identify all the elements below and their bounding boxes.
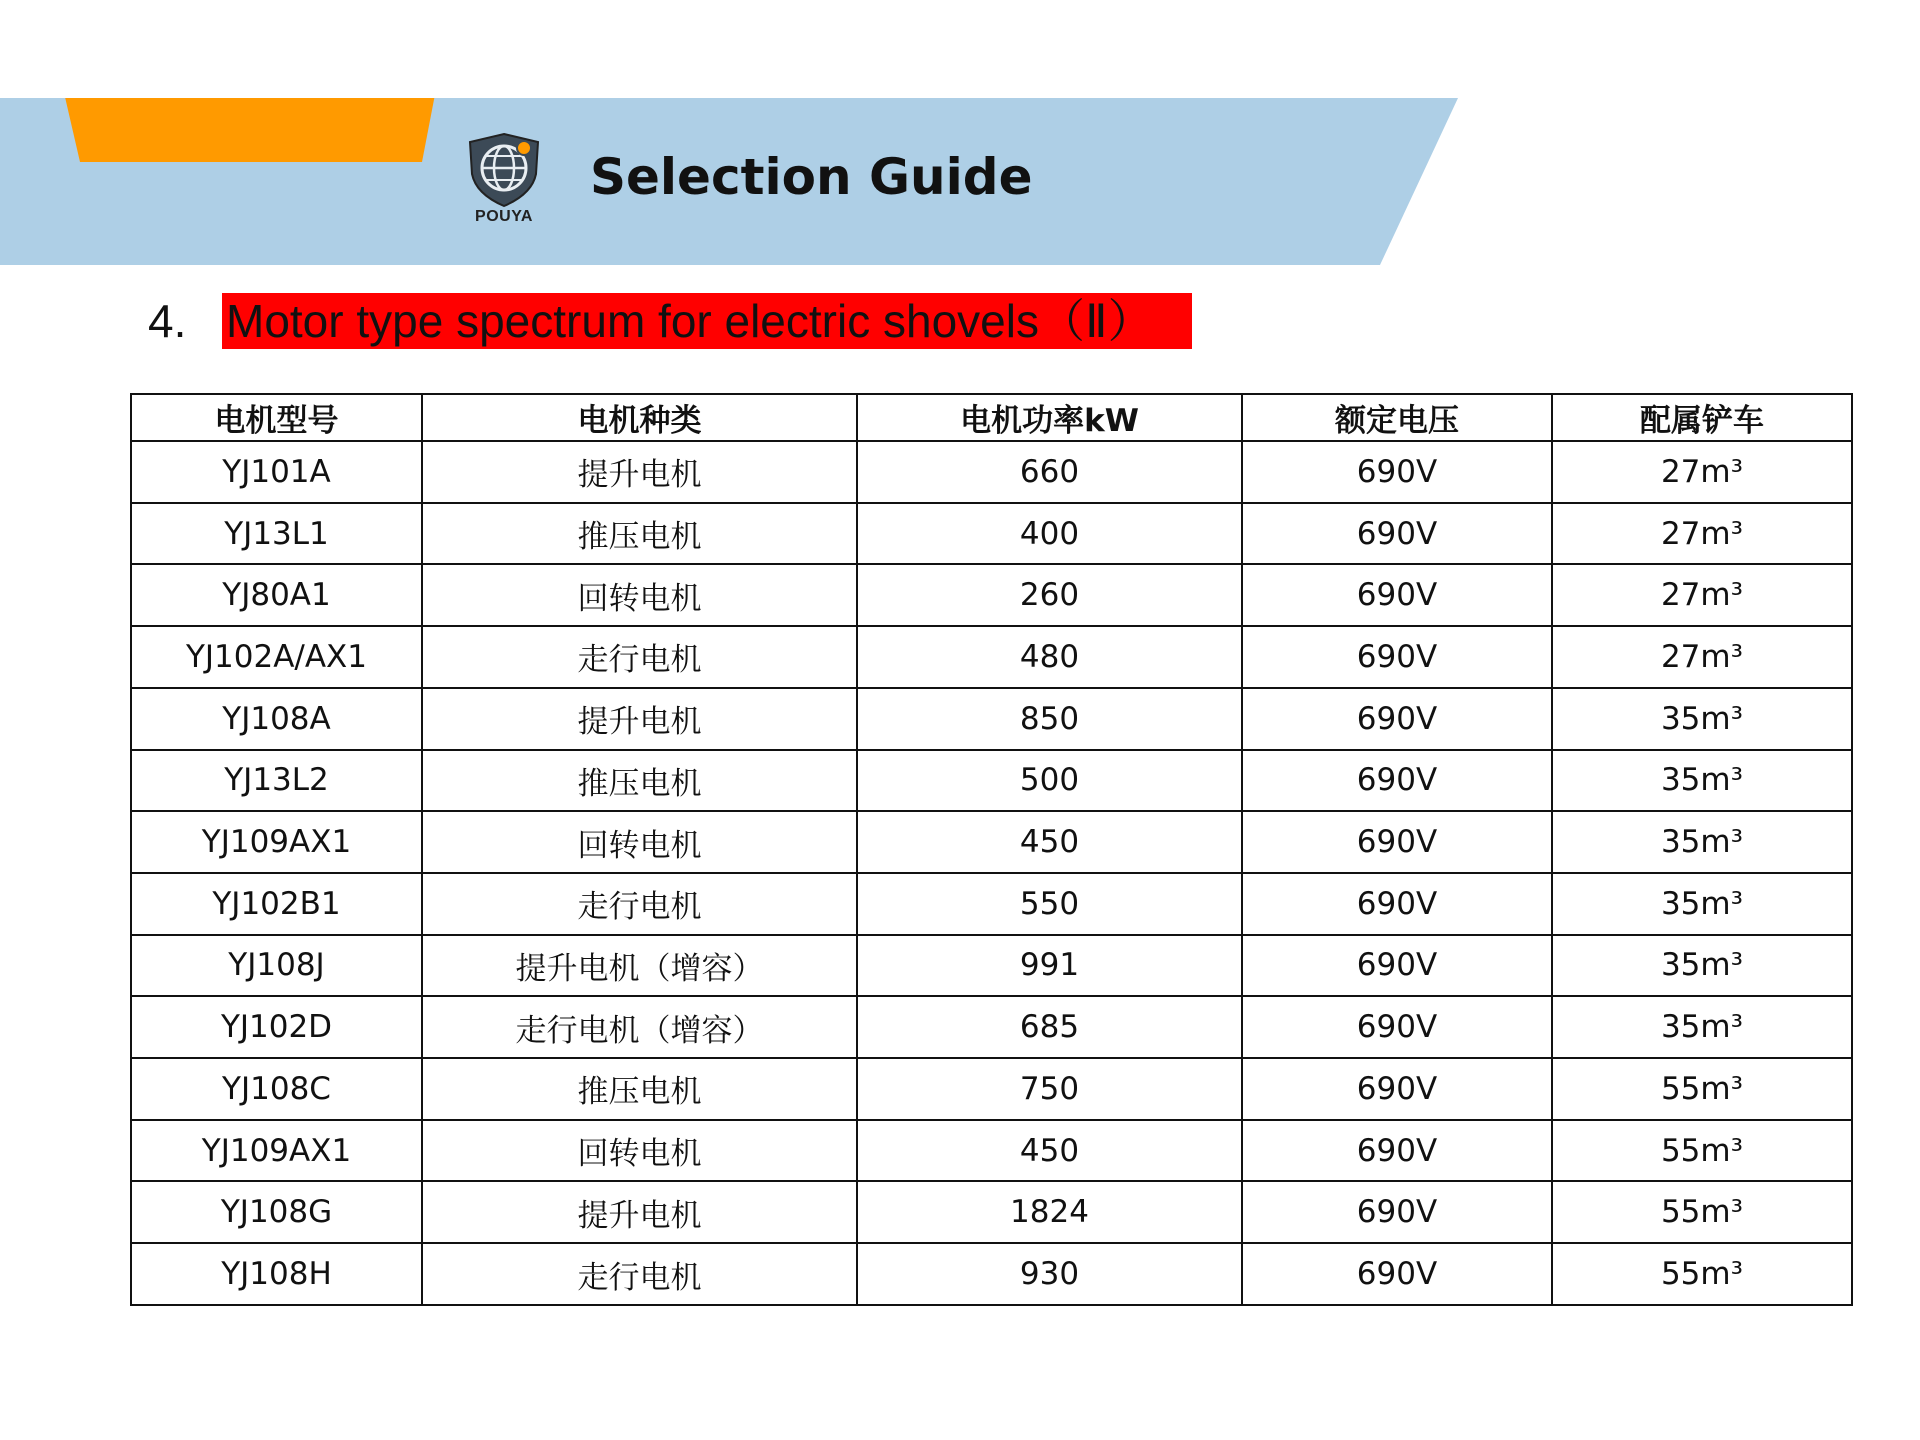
rated-voltage-cell: 690V: [1242, 564, 1552, 626]
logo-text: POUYA: [475, 208, 533, 225]
motor-power-cell: 1824: [857, 1181, 1242, 1243]
motor-power-cell: 991: [857, 935, 1242, 997]
motor-model-cell: YJ102A/AX1: [131, 626, 422, 688]
column-header: 电机型号: [131, 394, 422, 441]
motor-type-cell: 提升电机: [422, 688, 857, 750]
motor-power-cell: 260: [857, 564, 1242, 626]
shovel-size-cell: 55m³: [1552, 1243, 1852, 1305]
table-row: [131, 688, 1852, 750]
motor-power-cell: 400: [857, 503, 1242, 565]
motor-power-cell: 550: [857, 873, 1242, 935]
table-row: [131, 811, 1852, 873]
motor-type-cell: 回转电机: [422, 564, 857, 626]
motor-power-cell: 850: [857, 688, 1242, 750]
motor-power-cell: 500: [857, 750, 1242, 812]
shovel-size-cell: 27m³: [1552, 626, 1852, 688]
shield-globe-icon: [462, 130, 546, 208]
table-row: [131, 1243, 1852, 1305]
motor-type-cell: 走行电机: [422, 626, 857, 688]
column-header: 额定电压: [1242, 394, 1552, 441]
motor-power-cell: 450: [857, 1120, 1242, 1182]
motor-model-cell: YJ108G: [131, 1181, 422, 1243]
table-row: [131, 1058, 1852, 1120]
shovel-size-cell: 27m³: [1552, 564, 1852, 626]
rated-voltage-cell: 690V: [1242, 1120, 1552, 1182]
shovel-size-cell: 35m³: [1552, 688, 1852, 750]
table-row: [131, 1181, 1852, 1243]
company-logo: [462, 130, 546, 234]
rated-voltage-cell: 690V: [1242, 750, 1552, 812]
rated-voltage-cell: 690V: [1242, 688, 1552, 750]
motor-type-cell: 回转电机: [422, 811, 857, 873]
shovel-size-cell: 35m³: [1552, 996, 1852, 1058]
shovel-size-cell: 35m³: [1552, 811, 1852, 873]
motor-model-cell: YJ108J: [131, 935, 422, 997]
motor-type-cell: 提升电机: [422, 1181, 857, 1243]
motor-model-cell: YJ102D: [131, 996, 422, 1058]
section-heading: [148, 292, 1192, 350]
shovel-size-cell: 35m³: [1552, 935, 1852, 997]
shovel-size-cell: 35m³: [1552, 750, 1852, 812]
rated-voltage-cell: 690V: [1242, 1243, 1552, 1305]
column-header: 电机种类: [422, 394, 857, 441]
table-row: [131, 1120, 1852, 1182]
banner-orange-tab: [56, 98, 442, 162]
table-row: [131, 750, 1852, 812]
shovel-size-cell: 55m³: [1552, 1181, 1852, 1243]
motor-power-cell: 660: [857, 441, 1242, 503]
motor-type-cell: 推压电机: [422, 750, 857, 812]
table-row: [131, 935, 1852, 997]
motor-power-cell: 480: [857, 626, 1242, 688]
motor-model-cell: YJ108A: [131, 688, 422, 750]
motor-type-cell: 提升电机（增容）: [422, 935, 857, 997]
column-header: 配属铲车: [1552, 394, 1852, 441]
table-row: [131, 626, 1852, 688]
motor-model-cell: YJ13L2: [131, 750, 422, 812]
shovel-size-cell: 27m³: [1552, 503, 1852, 565]
motor-power-cell: 450: [857, 811, 1242, 873]
table-row: [131, 441, 1852, 503]
motor-type-cell: 推压电机: [422, 503, 857, 565]
motor-type-cell: 走行电机: [422, 1243, 857, 1305]
shovel-size-cell: 35m³: [1552, 873, 1852, 935]
motor-type-cell: 走行电机（增容）: [422, 996, 857, 1058]
motor-type-cell: 回转电机: [422, 1120, 857, 1182]
motor-model-cell: YJ101A: [131, 441, 422, 503]
motor-spec-table: [130, 393, 1853, 1306]
shovel-size-cell: 55m³: [1552, 1120, 1852, 1182]
motor-type-cell: 走行电机: [422, 873, 857, 935]
motor-type-cell: 提升电机: [422, 441, 857, 503]
rated-voltage-cell: 690V: [1242, 1181, 1552, 1243]
motor-model-cell: YJ109AX1: [131, 811, 422, 873]
table-row: [131, 564, 1852, 626]
motor-power-cell: 685: [857, 996, 1242, 1058]
rated-voltage-cell: 690V: [1242, 503, 1552, 565]
motor-power-cell: 750: [857, 1058, 1242, 1120]
motor-model-cell: YJ109AX1: [131, 1120, 422, 1182]
shovel-size-cell: 55m³: [1552, 1058, 1852, 1120]
rated-voltage-cell: 690V: [1242, 626, 1552, 688]
table-row: [131, 873, 1852, 935]
page-title: Selection Guide: [590, 148, 1033, 206]
motor-model-cell: YJ102B1: [131, 873, 422, 935]
column-header: 电机功率kW: [857, 394, 1242, 441]
section-number: 4.: [148, 295, 187, 347]
rated-voltage-cell: 690V: [1242, 811, 1552, 873]
rated-voltage-cell: 690V: [1242, 935, 1552, 997]
table-body: [131, 441, 1852, 1305]
motor-model-cell: YJ108H: [131, 1243, 422, 1305]
rated-voltage-cell: 690V: [1242, 873, 1552, 935]
rated-voltage-cell: 690V: [1242, 996, 1552, 1058]
motor-model-cell: YJ108C: [131, 1058, 422, 1120]
shovel-size-cell: 27m³: [1552, 441, 1852, 503]
table-header-row: [131, 394, 1852, 441]
motor-model-cell: YJ80A1: [131, 564, 422, 626]
rated-voltage-cell: 690V: [1242, 1058, 1552, 1120]
motor-model-cell: YJ13L1: [131, 503, 422, 565]
table-row: [131, 503, 1852, 565]
motor-power-cell: 930: [857, 1243, 1242, 1305]
section-title: Motor type spectrum for electric shovels（Ⅱ）: [222, 293, 1192, 349]
table-row: [131, 996, 1852, 1058]
rated-voltage-cell: 690V: [1242, 441, 1552, 503]
motor-type-cell: 推压电机: [422, 1058, 857, 1120]
